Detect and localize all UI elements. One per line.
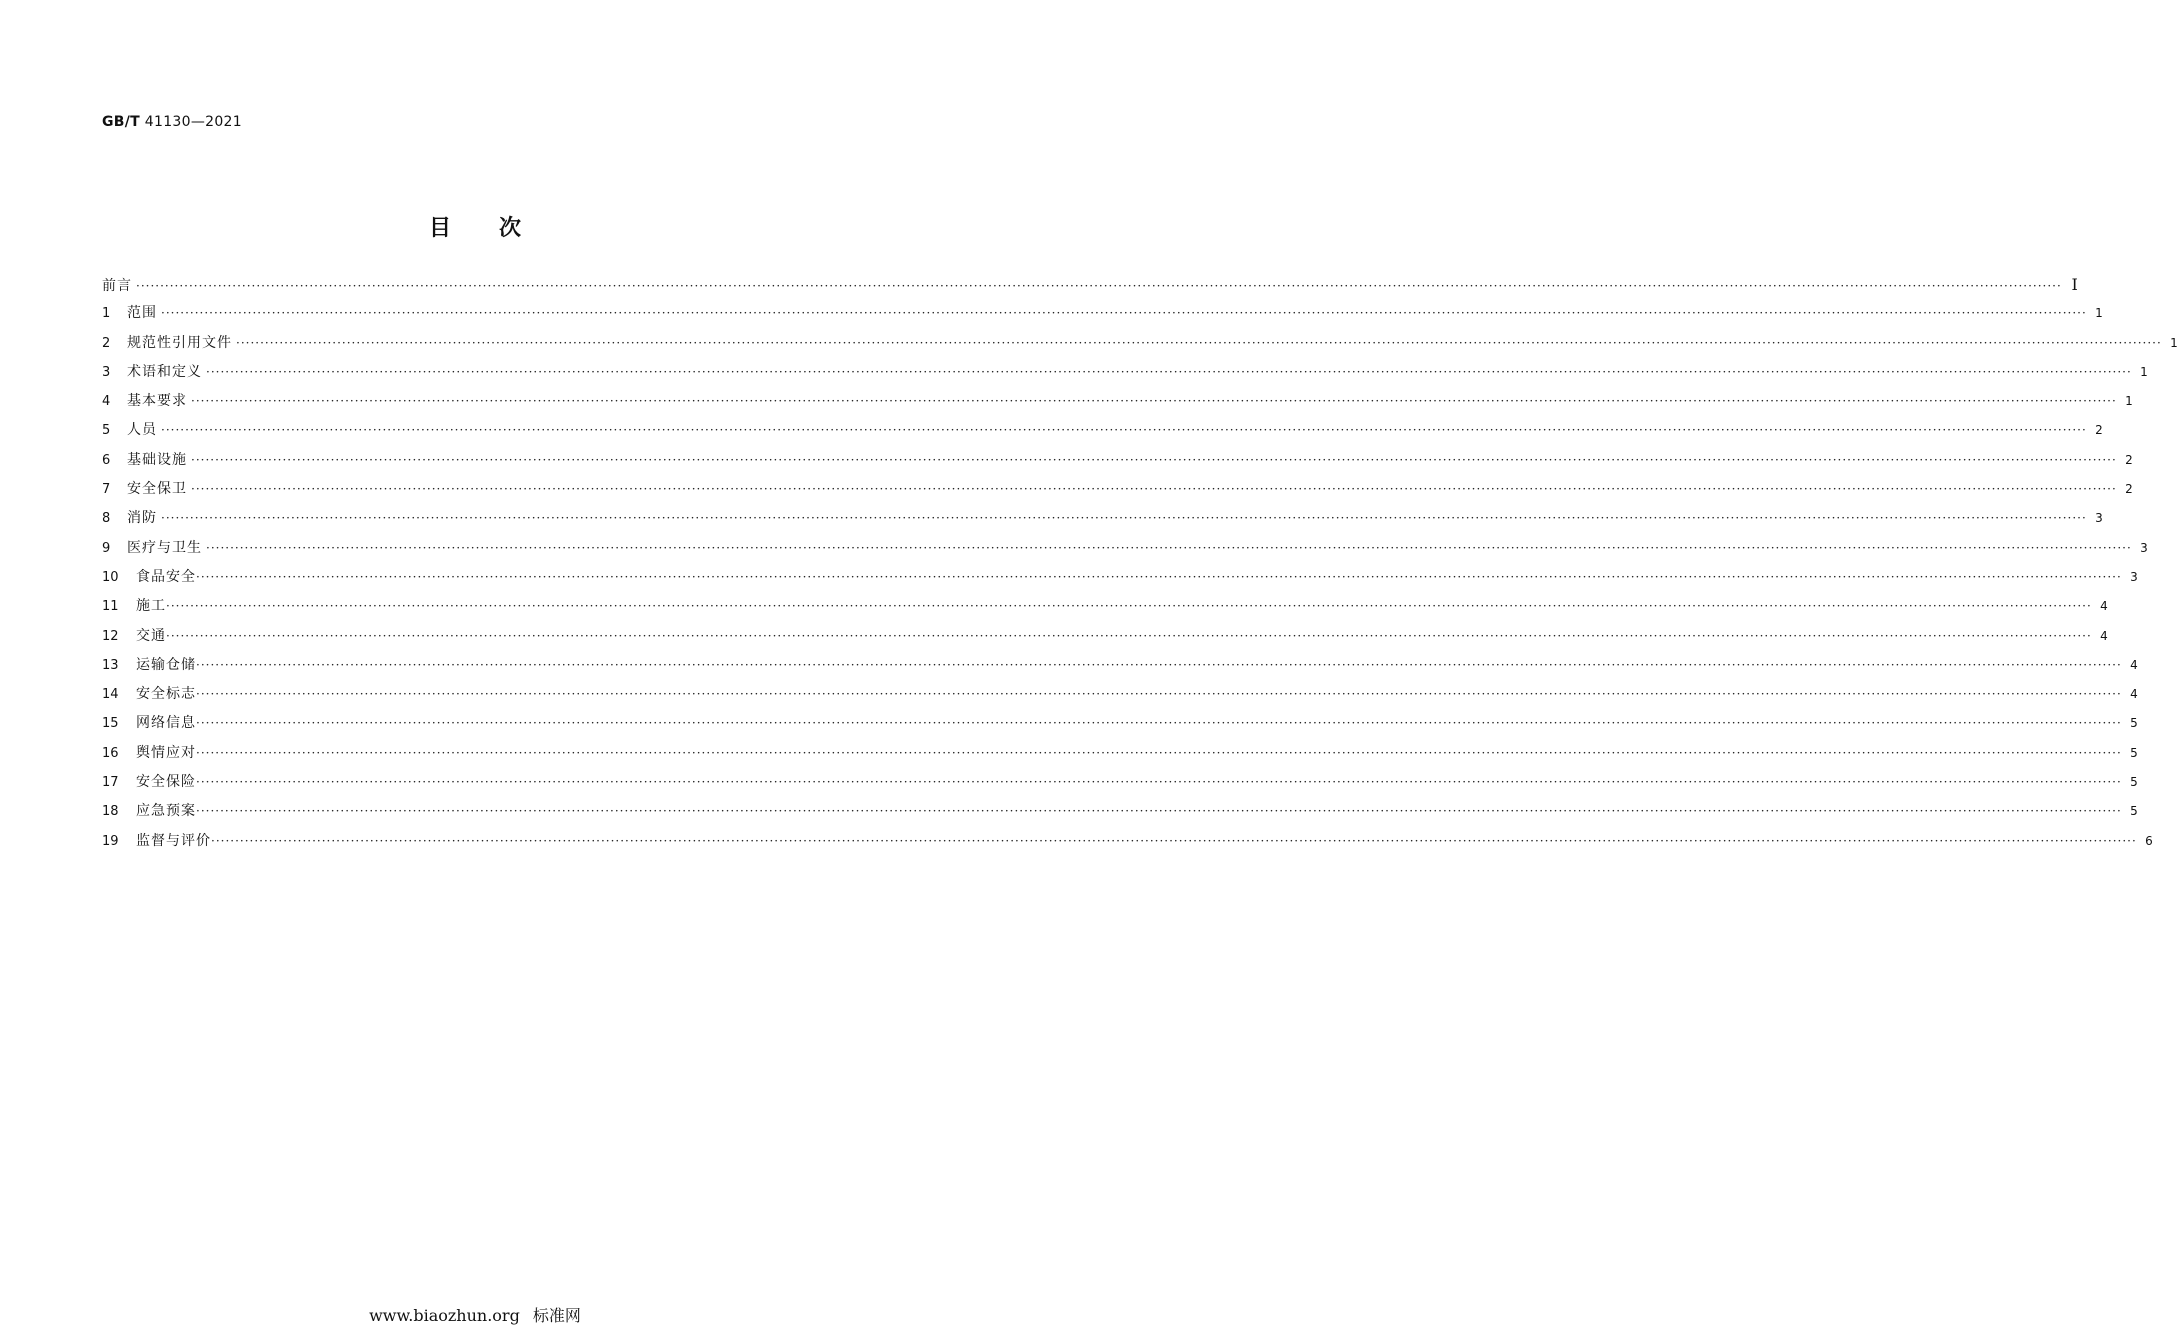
toc-entry-page: 2	[2125, 482, 2133, 497]
toc-entry-page: 4	[2130, 657, 2138, 672]
toc-leader-dots: ················································································································································································································································································································································································································	[196, 804, 2122, 819]
toc-entry-label: 网络信息	[136, 715, 196, 732]
toc-leader-dots: ················································································································································································································································································································································································································	[196, 569, 2122, 584]
toc-entry[interactable]	[102, 416, 2103, 445]
page-title: 目次	[428, 215, 569, 241]
toc-entry[interactable]	[102, 592, 2108, 621]
toc-entry-label: 医疗与卫生	[127, 539, 202, 556]
toc-entry[interactable]	[102, 563, 2138, 592]
toc-leader-dots: ················································································································································································································································································································································································································	[161, 306, 2087, 321]
toc-entry[interactable]	[102, 827, 2153, 856]
toc-entry-page: 2	[2095, 423, 2103, 438]
toc-leader-dots: ················································································································································································································································································································································································································	[206, 540, 2132, 555]
toc-leader-dots: ················································································································································································································································································································································································································	[161, 423, 2087, 438]
toc-entry-label: 食品安全	[136, 568, 196, 585]
toc-leader-dots: ················································································································································································································································································································································································································	[196, 687, 2122, 702]
toc-entry-number: 3	[102, 364, 111, 380]
toc-entry-label: 人员	[127, 422, 157, 439]
toc-entry-number: 5	[102, 423, 111, 439]
toc-entry-number: 18	[102, 804, 119, 820]
toc-leader-dots: ················································································································································································································································································································································································································	[211, 833, 2137, 848]
toc-entry-page: 5	[2130, 716, 2138, 731]
toc-entry-number: 8	[102, 511, 111, 527]
toc-entry-number: 12	[102, 628, 119, 644]
toc-entry-page: 3	[2130, 569, 2138, 584]
toc-entry-label: 安全标志	[136, 686, 196, 703]
toc-entry-label: 安全保险	[136, 774, 196, 791]
toc-entry-label: 前言	[102, 278, 132, 294]
toc-entry-number: 19	[102, 833, 119, 849]
toc-entry[interactable]	[102, 739, 2138, 768]
toc-entry[interactable]	[102, 622, 2108, 651]
toc-entry-page: 4	[2130, 687, 2138, 702]
toc-entry[interactable]	[102, 534, 2148, 563]
toc-entry-page: 4	[2100, 628, 2108, 643]
toc-entry-page: 5	[2130, 804, 2138, 819]
toc-entry-number: 6	[102, 452, 111, 468]
toc-entry-label: 施工	[136, 598, 166, 615]
toc-entry-label: 消防	[127, 510, 157, 527]
toc-entry-number: 1	[102, 306, 111, 322]
toc-entry[interactable]	[102, 475, 2133, 504]
standard-code: GB/T	[102, 114, 141, 130]
toc-entry-label: 安全保卫	[127, 481, 187, 498]
toc-entry[interactable]	[102, 797, 2138, 826]
toc-entry-number: 14	[102, 687, 119, 703]
toc-entry-label: 基础设施	[127, 451, 187, 468]
toc-leader-dots: ················································································································································································································································································································································································································	[196, 745, 2122, 760]
toc-leader-dots: ················································································································································································································································································································································································································	[191, 394, 2117, 409]
toc-leader-dots: ················································································································································································································································································································································································································	[206, 364, 2132, 379]
toc-entry-page: 1	[2125, 394, 2133, 409]
toc-entry-page: 4	[2100, 599, 2108, 614]
toc-entry[interactable]	[102, 768, 2138, 797]
toc-entry-page: 5	[2130, 745, 2138, 760]
toc-entry[interactable]	[102, 299, 2103, 328]
toc-entry[interactable]	[102, 651, 2138, 680]
toc-entry-label: 舆情应对	[136, 744, 196, 761]
toc-entry-page: 3	[2095, 511, 2103, 526]
toc-entry-number: 7	[102, 482, 111, 498]
toc-entry-label: 范围	[127, 305, 157, 322]
document-code	[102, 114, 242, 130]
toc-entry-page: 1	[2170, 335, 2178, 350]
toc-leader-dots: ················································································································································································································································································································································································································	[196, 716, 2122, 731]
footer	[0, 1303, 950, 1326]
toc-leader-dots: ················································································································································································································································································································································································································	[166, 599, 2092, 614]
toc-entry[interactable]	[102, 446, 2133, 475]
toc-entry-label: 术语和定义	[127, 363, 202, 380]
toc-leader-dots: ················································································································································································································································································································································································································	[191, 452, 2117, 467]
toc-entry-number: 16	[102, 745, 119, 761]
toc-entry-number: 15	[102, 716, 119, 732]
toc-leader-dots: ················································································································································································································································································································································································································	[196, 657, 2122, 672]
toc-entry-page: I	[2071, 275, 2078, 294]
toc-leader-dots: ················································································································································································································································································································································································································	[191, 482, 2117, 497]
toc-entry-page: 6	[2145, 833, 2153, 848]
toc-entry-page: 2	[2125, 452, 2133, 467]
toc-entry-number: 13	[102, 657, 119, 673]
toc-entry[interactable]	[102, 387, 2133, 416]
toc-entry-number: 11	[102, 599, 119, 615]
toc-entry-label: 监督与评价	[136, 832, 211, 849]
toc-entry[interactable]	[102, 680, 2138, 709]
toc-entry-label: 应急预案	[136, 803, 196, 820]
toc-leader-dots: ················································································································································································································································································································································································································	[166, 628, 2092, 643]
toc-entry[interactable]	[102, 504, 2103, 533]
toc-entry[interactable]	[102, 709, 2138, 738]
toc-entry-label: 基本要求	[127, 393, 187, 410]
footer-url[interactable]: www.biaozhun.org	[369, 1306, 520, 1325]
toc-entry[interactable]	[102, 329, 2178, 358]
toc-entry-number: 17	[102, 775, 119, 791]
toc-entry-preface[interactable]	[102, 270, 2078, 299]
toc-entry[interactable]	[102, 358, 2148, 387]
footer-site-name: 标准网	[532, 1306, 581, 1325]
standard-number: 41130—2021	[144, 114, 242, 130]
toc-entry-number: 10	[102, 569, 119, 585]
toc-entry-page: 5	[2130, 775, 2138, 790]
table-of-contents	[102, 270, 2178, 856]
toc-entry-page: 3	[2140, 540, 2148, 555]
toc-leader-dots: ················································································································································································································································································································································································································	[136, 279, 2062, 293]
toc-leader-dots: ················································································································································································································································································································································································································	[161, 511, 2087, 526]
toc-entry-label: 运输仓储	[136, 656, 196, 673]
toc-entry-label: 交通	[136, 627, 166, 644]
toc-leader-dots: ················································································································································································································································································································································································································	[236, 335, 2162, 350]
toc-leader-dots: ················································································································································································································································································································································································································	[196, 775, 2122, 790]
toc-entry-page: 1	[2095, 306, 2103, 321]
toc-entry-page: 1	[2140, 364, 2148, 379]
toc-entry-number: 9	[102, 540, 111, 556]
toc-entry-label: 规范性引用文件	[127, 334, 232, 351]
toc-entry-number: 4	[102, 394, 111, 410]
toc-entry-number: 2	[102, 335, 111, 351]
